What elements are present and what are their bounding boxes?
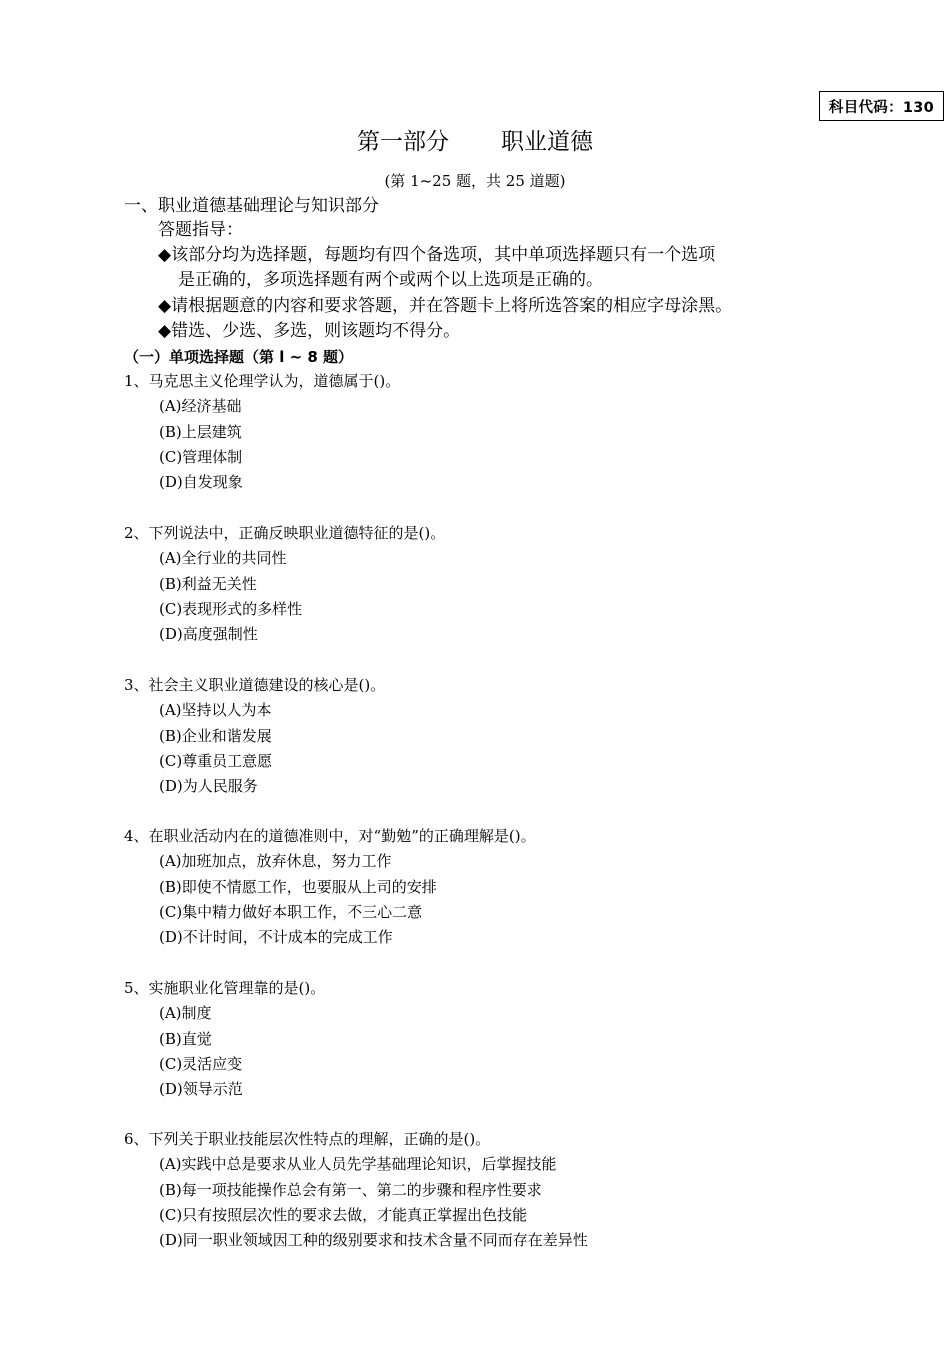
guide-heading: 答题指导：	[158, 220, 243, 240]
subject-code-box	[819, 91, 944, 121]
option-c: (C)灵活应变	[159, 1054, 243, 1073]
option-b: (B)每一项技能操作总会有第一、第二的步骤和程序性要求	[159, 1180, 542, 1199]
question-3	[124, 673, 904, 799]
option-c: (C)尊重员工意愿	[159, 751, 273, 770]
question-stem: 3、社会主义职业道德建设的核心是()。	[124, 676, 386, 694]
option-d: (D)领导示范	[159, 1080, 243, 1099]
guide-line-4: ◆错选、少选、多选，则该题均不得分。	[158, 321, 461, 341]
option-a: (A)实践中总是要求从业人员先学基础理论知识，后掌握技能	[159, 1155, 557, 1174]
option-b: (B)企业和谐发展	[159, 726, 272, 745]
subsection-heading: （一）单项选择题（第 l ~ 8 题）	[124, 348, 354, 366]
option-c: (C)只有按照层次性的要求去做，才能真正掌握出色技能	[159, 1205, 528, 1224]
question-stem: 5、实施职业化管理靠的是()。	[124, 979, 326, 997]
question-5	[124, 976, 904, 1102]
option-c: (C)管理体制	[159, 447, 243, 466]
option-b: (B)上层建筑	[159, 422, 242, 441]
page-subtitle: (第 1~25 题，共 25 道题)	[384, 172, 566, 190]
option-c: (C)集中精力做好本职工作，不三心二意	[159, 902, 423, 921]
guide-line-1: ◆该部分均为选择题，每题均有四个备选项，其中单项选择题只有一个选项	[158, 245, 716, 265]
question-4	[124, 824, 904, 950]
option-d: (D)同一职业领域因工种的级别要求和技术含量不同而存在差异性	[159, 1231, 588, 1250]
page-title	[0, 124, 950, 160]
guide-line-3: ◆请根据题意的内容和要求答题，并在答题卡上将所选答案的相应字母涂黑。	[158, 296, 733, 316]
question-stem: 4、在职业活动内在的道德准则中，对“勤勉”的正确理解是()。	[124, 827, 536, 845]
option-a: (A)经济基础	[159, 397, 242, 416]
title-name: 职业道德	[501, 129, 593, 155]
option-d: (D)高度强制性	[159, 625, 258, 644]
question-stem: 2、下列说法中，正确反映职业道德特征的是()。	[124, 524, 446, 542]
guide-line-2: 是正确的，多项选择题有两个或两个以上选项是正确的。	[178, 270, 603, 290]
option-a: (A)全行业的共同性	[159, 549, 287, 568]
option-b: (B)直觉	[159, 1029, 212, 1048]
option-d: (D)为人民服务	[159, 777, 258, 796]
title-part: 第一部分	[357, 129, 449, 155]
option-a: (A)加班加点，放弃休息，努力工作	[159, 852, 392, 871]
question-1	[124, 369, 904, 495]
option-b: (B)利益无关性	[159, 574, 257, 593]
option-a: (A)坚持以人为本	[159, 701, 272, 720]
question-stem: 1、马克思主义伦理学认为，道德属于()。	[124, 372, 401, 390]
question-2	[124, 521, 904, 647]
option-c: (C)表现形式的多样性	[159, 599, 303, 618]
option-a: (A)制度	[159, 1004, 212, 1023]
option-b: (B)即使不情愿工作，也要服从上司的安排	[159, 877, 437, 896]
question-6	[124, 1127, 904, 1253]
question-stem: 6、下列关于职业技能层次性特点的理解，正确的是()。	[124, 1130, 491, 1148]
option-d: (D)自发现象	[159, 473, 243, 492]
subject-code-label: 科目代码：130	[828, 99, 935, 116]
section-heading: 一、职业道德基础理论与知识部分	[124, 196, 379, 216]
option-d: (D)不计时间，不计成本的完成工作	[159, 928, 393, 947]
